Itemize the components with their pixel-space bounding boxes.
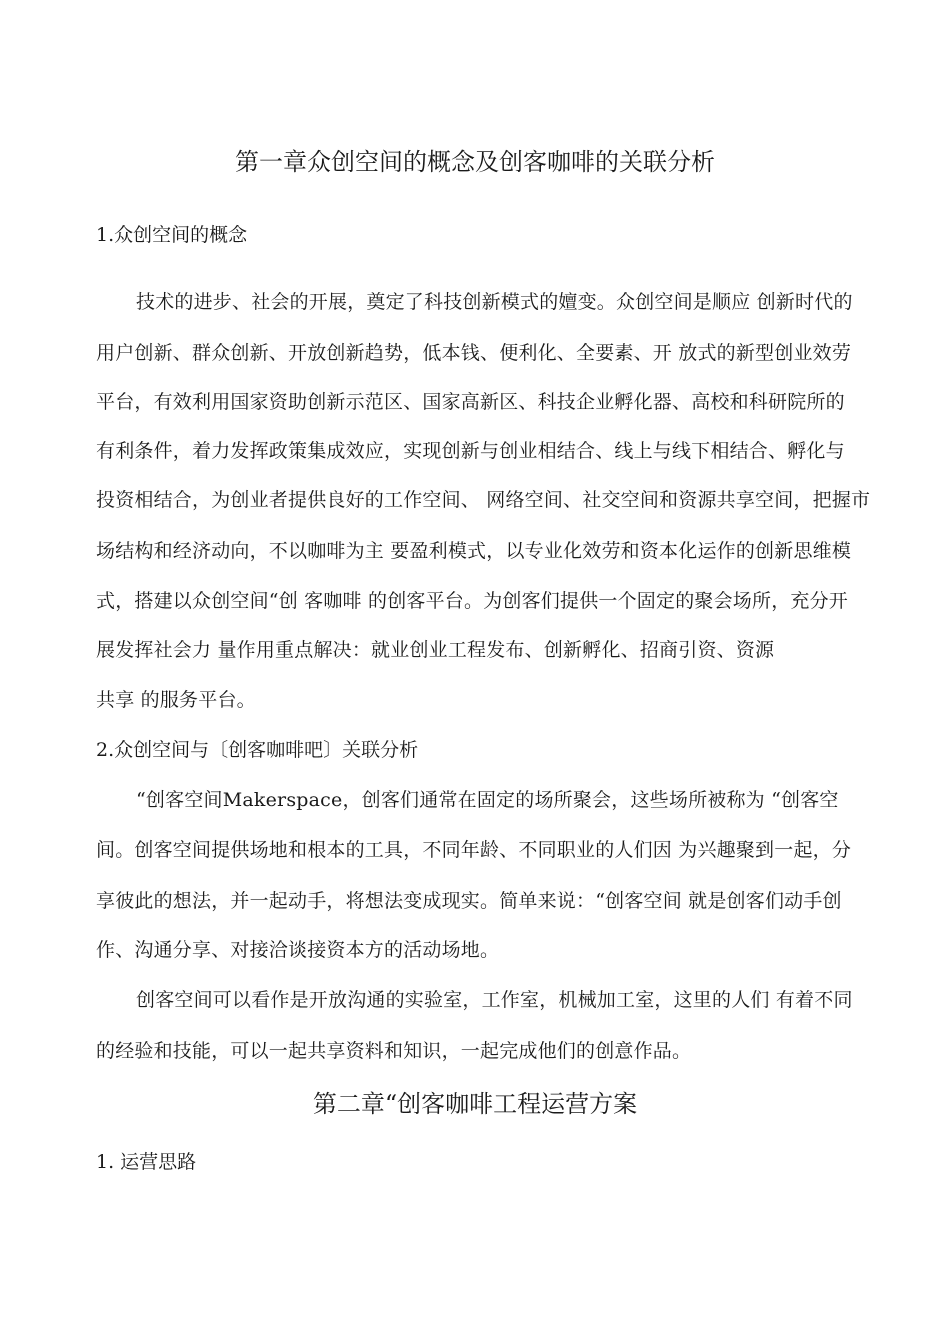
paragraph-line: 作、沟通分享、对接洽谈接资本方的活动场地。 (96, 939, 500, 961)
paragraph-line: 平台，有效利用国家资助创新示范区、国家高新区、科技企业孵化器、高校和科研院所的 (96, 391, 845, 413)
paragraph-line: 的经验和技能，可以一起共享资料和知识，一起完成他们的创意作品。 (96, 1040, 692, 1062)
paragraph-line: 用户创新、群众创新、开放创新趋势，低本钱、便利化、全要素、开 放式的新型创业效劳 (96, 342, 852, 364)
paragraph-line: “创客空间Makerspace，创客们通常在固定的场所聚会，这些场所被称为 “创客空 (136, 789, 839, 811)
paragraph-line: 技术的进步、社会的开展，奠定了科技创新模式的嬗变。众创空间是顺应 创新时代的 (136, 291, 853, 313)
paragraph-line: 创客空间可以看作是开放沟通的实验室，工作室，机械加工室，这里的人们 有着不同 (136, 989, 853, 1011)
chapter2-section1-heading: 1. 运营思路 (96, 1151, 197, 1173)
paragraph-line: 场结构和经济动向，不以咖啡为主 要盈利模式，以专业化效劳和资本化运作的创新思维模 (96, 540, 852, 562)
section2-heading: 2.众创空间与〔创客咖啡吧〕关联分析 (96, 739, 419, 761)
paragraph-line: 享彼此的想法，并一起动手，将想法变成现实。简单来说：“创客空间 就是创客们动手创 (96, 890, 842, 912)
paragraph-line: 投资相结合，为创业者提供良好的工作空间、 网络空间、社交空间和资源共享空间，把握市 (96, 489, 871, 511)
paragraph-line: 间。创客空间提供场地和根本的工具，不同年龄、不同职业的人们因 为兴趣聚到一起，分 (96, 839, 852, 861)
paragraph-line: 共享 的服务平台。 (96, 689, 256, 711)
section1-heading: 1.众创空间的概念 (96, 224, 248, 246)
paragraph-line: 有利条件，着力发挥政策集成效应，实现创新与创业相结合、线上与线下相结合、孵化与 (96, 440, 845, 462)
chapter2-title: 第二章“创客咖啡工程运营方案 (312, 1090, 638, 1118)
chapter1-title: 第一章众创空间的概念及创客咖啡的关联分析 (235, 148, 715, 176)
paragraph-line: 展发挥社会力 量作用重点解决：就业创业工程发布、创新孵化、招商引资、资源 (96, 639, 775, 661)
paragraph-line: 式，搭建以众创空间“创 客咖啡 的创客平台。为创客们提供一个固定的聚会场所，充分开 (96, 590, 848, 612)
